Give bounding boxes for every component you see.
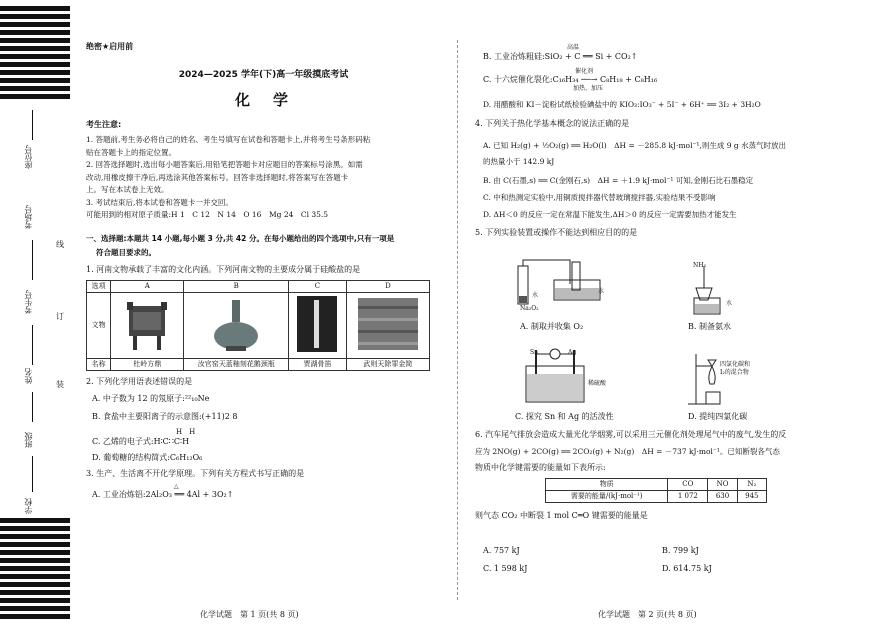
artifact-cell: [289, 293, 347, 359]
q3-option-c: C. 十六烷催化裂化:C₁₆H₃₄ ──→ C₈H₁₈ + C₈H₁₆: [483, 75, 658, 84]
q3c-condition-2: 加热、加压: [573, 85, 604, 92]
table-header: N₂: [737, 479, 766, 491]
footer-page-2: 化学试题 第 2 页(共 8 页): [598, 610, 697, 619]
question-5: 5. 下列实验装置或操作不能达到相应目的的是: [475, 227, 638, 237]
binding-bar: [0, 534, 70, 539]
label-i2: I₂的混合物: [720, 369, 749, 376]
bronze-ding-image: [121, 296, 173, 352]
binding-field-room: 考场号: [24, 205, 33, 229]
question-6-table-intro: 物质中化学键需要的能量如下表所示:: [475, 463, 606, 473]
table-row-label: 名称: [87, 359, 111, 371]
q2-option-d: D. 葡萄糖的结构简式:C₆H₁₂O₆: [92, 452, 203, 462]
q2-option-a: A. 中子数为 12 的氖原子:²²₁₀Ne: [92, 393, 210, 403]
table-header: 选项: [87, 281, 111, 293]
binding-bar: [0, 62, 70, 67]
table-header: D: [346, 281, 429, 293]
binding-bar: [0, 598, 70, 603]
binding-fill-line: [32, 110, 33, 140]
q6-table: [545, 478, 767, 503]
notice-line: 上。写在本试卷上无效。: [86, 185, 169, 194]
label-nh3: NH₃: [693, 262, 706, 269]
table-cell: 1 072: [668, 491, 708, 503]
q4-option-d: D. ΔH＜0 的反应一定在常温下能发生,ΔH＞0 的反应一定需要加热才能发生: [483, 210, 737, 220]
q5-caption-c: C. 探究 Sn 和 Ag 的活泼性: [515, 412, 614, 421]
bone-flute-image: [297, 296, 337, 352]
binding-fill-line: [32, 325, 33, 365]
table-row-label: 需要的能量/(kJ·mol⁻¹): [546, 491, 668, 503]
binding-bar: [0, 46, 70, 51]
question-3: 3. 生产、生活离不开化学原理。下列有关方程式书写正确的是: [86, 468, 305, 478]
q3b-condition: 高温: [567, 44, 580, 51]
q3-option-a: A. 工业冶炼铝:2Al₂O₃ ══ 4Al + 3O₂↑: [92, 490, 234, 499]
notice-line: 改动,用橡皮擦干净后,再选涂其他答案标号。回答非选择题时,将答案写在答题卡: [86, 172, 349, 182]
binding-bar: [0, 30, 70, 35]
table-cell: 贾湖骨笛: [289, 359, 347, 371]
artifact-cell: [184, 293, 289, 359]
q4-option-a-cont: 的热量小于 142.9 kJ: [483, 157, 555, 167]
q6-option-c: C. 1 598 kJ: [483, 564, 528, 573]
q1-table: [86, 280, 430, 371]
binding-bar: [0, 54, 70, 59]
table-row-label: 文物: [87, 293, 111, 359]
table-cell: 汝官窑天蓝釉刻花鹅颈瓶: [184, 359, 289, 371]
label-water-b: 水: [726, 300, 733, 307]
table-header: NO: [708, 479, 737, 491]
binding-field-seat: 座位号: [24, 145, 33, 169]
binding-word-line: 线: [56, 240, 64, 249]
q5-caption-a: A. 制取并收集 O₂: [520, 322, 584, 331]
secret-label: 绝密★启用前: [86, 42, 134, 51]
artifact-cell: [111, 293, 184, 359]
exam-title: 2024—2025 学年(下)高一年级摸底考试: [178, 70, 349, 80]
binding-fill-line: [32, 456, 33, 492]
binding-word-bind: 订: [56, 312, 64, 321]
q5-caption-b: B. 制备氨水: [688, 322, 731, 331]
binding-bar: [0, 566, 70, 571]
binding-bar: [0, 14, 70, 19]
binding-bar: [0, 558, 70, 563]
label-dilute-acid: 稀硫酸: [588, 380, 607, 387]
binding-field-class: 班级: [24, 432, 33, 448]
apparatus-c-diagram: [522, 348, 612, 406]
subject-title: 化 学: [234, 91, 292, 110]
page-divider: [457, 40, 458, 600]
q6-option-b: B. 799 kJ: [662, 546, 699, 555]
binding-bar: [0, 6, 70, 11]
q2-option-c: C. 乙烯的电子式:H∶C∷C∶H: [92, 436, 190, 446]
notice-line: 贴在答题卡上的指定位置。: [86, 147, 176, 157]
page-right: [475, 44, 855, 238]
q3c-condition-1: 催化剂: [575, 67, 594, 75]
binding-bar: [0, 574, 70, 579]
binding-bar: [0, 70, 70, 75]
table-header: CO: [668, 479, 708, 491]
question-2: 2. 下列化学用语表述错误的是: [86, 376, 193, 386]
notice-title: 考生注意:: [86, 120, 122, 129]
q4-option-a: A. 已知 H₂(g) + ½O₂(g) ══ H₂O(l) ΔH = －285.8 kJ·mol⁻¹,则生成 9 g 水蒸气时放出: [483, 140, 787, 150]
binding-bar: [0, 614, 70, 619]
binding-bar: [0, 78, 70, 83]
q3-option-b: B. 工业冶炼粗硅:SiO₂ + C ══ Si + CO₂↑: [483, 51, 638, 61]
notice-line: 2. 回答选择题时,选出每小题答案后,用铅笔把答题卡对应题目的答案标号涂黑。如需: [86, 160, 363, 169]
notice-line: 3. 考试结束后,将本试卷和答题卡一并交回。: [86, 197, 233, 207]
table-header: A: [111, 281, 184, 293]
q3-option-d: D. 用醋酸和 KI－淀粉试纸检验碘盐中的 KIO₃:IO₃⁻ + 5I⁻ + 6H⁺ ══ 3I₂ + 3H₂O: [483, 99, 761, 109]
q3a-condition: △: [174, 482, 179, 490]
notice-line: 可能用到的相对原子质量:H 1 C 12 N 14 O 16 Mg 24 Cl 35.5: [86, 210, 329, 219]
binding-word-assemble: 装: [56, 380, 64, 389]
binding-bar: [0, 86, 70, 91]
table-header: 物质: [546, 479, 668, 491]
binding-bar: [0, 94, 70, 99]
page-left: [86, 42, 441, 500]
binding-bar: [0, 22, 70, 27]
binding-bar: [0, 606, 70, 611]
binding-bar: [0, 542, 70, 547]
binding-bar: [0, 526, 70, 531]
table-cell: 630: [708, 491, 737, 503]
footer-page-1: 化学试题 第 1 页(共 8 页): [200, 610, 299, 619]
gold-slip-image: [358, 296, 418, 352]
artifact-cell: [346, 293, 429, 359]
table-cell: 武则天除罪金简: [346, 359, 429, 371]
binding-field-examinee: 考生号: [24, 290, 33, 314]
q6-option-d: D. 614.75 kJ: [662, 564, 712, 573]
apparatus-d-diagram: [688, 350, 738, 408]
binding-fill-line: [32, 392, 33, 422]
apparatus-a-diagram: [500, 256, 620, 316]
binding-bar: [0, 550, 70, 555]
question-4: 4. 下列关于热化学基本概念的说法正确的是: [475, 118, 630, 128]
binding-field-school: 学校: [24, 498, 33, 514]
q4-option-c: C. 中和热测定实验中,用铜质搅拌器代替玻璃搅拌器,实验结果不受影响: [483, 193, 716, 202]
question-6: 6. 汽车尾气排放会造成大量光化学烟雾,可以采用三元催化剂处理尾气中的废气,发生的反: [475, 430, 787, 439]
question-6-reaction: 应为 2NO(g) + 2CO(g) ══ 2CO₂(g) + N₂(g) ΔH = －737 kJ·mol⁻¹。已知断裂各气态: [475, 447, 780, 456]
question-6-ask: 则气态 CO₂ 中断裂 1 mol C═O 键需要的能量是: [475, 510, 648, 520]
q2-option-b: B. 食盐中主要阳离子的示意图:(+11)2 8: [92, 411, 238, 421]
label-water: 水: [532, 292, 539, 299]
binding-bar: [0, 582, 70, 587]
table-header: C: [289, 281, 347, 293]
q2c-hydrogens: H H: [176, 427, 196, 436]
notice-line: 1. 答题前,考生务必将自己的姓名、考生号填写在试卷和答题卡上,并将考生号条形码粘: [86, 135, 371, 144]
section-heading: 一、选择题:本题共 14 小题,每小题 3 分,共 42 分。在每小题给出的四个选项中,只有一项是: [86, 233, 395, 243]
binding-strip: [0, 0, 70, 630]
question-1: 1. 河南文物承载了丰富的文化内涵。下列河南文物的主要成分属于硅酸盐的是: [86, 265, 361, 275]
section-heading-cont: 符合题目要求的。: [96, 247, 156, 257]
q6-option-a: A. 757 kJ: [483, 546, 520, 555]
vase-image: [206, 296, 266, 352]
label-na2o2: Na₂O₂: [520, 305, 539, 312]
label-water-trough: 水: [598, 288, 605, 295]
table-header: B: [184, 281, 289, 293]
label-ccl4: 四氯化碳和: [720, 361, 751, 368]
table-cell: 杜岭方鼎: [111, 359, 184, 371]
question-6-block: [475, 430, 855, 521]
binding-fill-line: [32, 240, 33, 280]
label-sn: Sn: [530, 349, 538, 356]
notice-list: [86, 134, 441, 222]
q5-caption-d: D. 提纯四氯化碳: [688, 412, 748, 421]
table-cell: 945: [737, 491, 766, 503]
binding-bar: [0, 38, 70, 43]
binding-bar: [0, 590, 70, 595]
q4-option-b: B. 由 C(石墨,s) ══ C(金刚石,s) ΔH = ＋1.9 kJ·mol⁻¹ 可知,金刚石比石墨稳定: [483, 175, 754, 185]
binding-field-name: 姓名: [24, 368, 33, 384]
binding-bar: [0, 518, 70, 523]
label-ag: Ag: [568, 349, 577, 356]
